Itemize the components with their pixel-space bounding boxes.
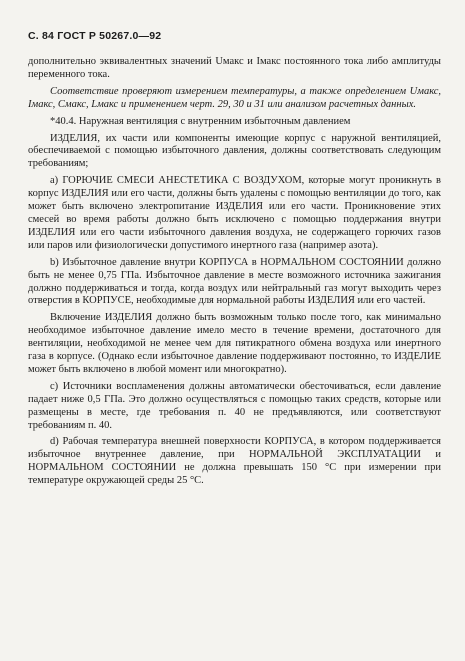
page-header: С. 84 ГОСТ Р 50267.0—92 [28, 30, 162, 42]
document-body [28, 56, 441, 488]
paragraph-switch-on: Включение ИЗДЕЛИЯ должно быть возможным только после того, как минимально необходимое избыточное давление имело место в течение времени, достаточного для вентиляции, необходимой не менее чем для пятикратного обмена воздуха или инертного газа в корпусе. (Однако если избыточное давление поддерживают постоянно, то ИЗДЕЛИЕ может быть включено в любой момент или многократно). [28, 312, 441, 375]
paragraph-clause-40-4-intro: ИЗДЕЛИЯ, их части или компоненты имеющие корпус с наружной вентиляцией, обеспечиваемой с помощью избыточного давления, должны соответствовать следующим требованиям; [28, 132, 441, 170]
paragraph-compliance-check: Соответствие проверяют измерением температуры, а также определением Uмакс, Iмакс, Cмакс, Lмакс и применением черт. 29, 30 и 31 или анализом расчетных данных. [28, 85, 441, 110]
paragraph-clause-40-4-title: *40.4. Наружная вентиляция с внутренним избыточным давлением [50, 115, 351, 127]
paragraph-item-c: с) Источники воспламенения должны автоматически обесточиваться, если давление падает ниже 0,5 ГПа. Это должно осуществляться с помощью таких средств, которые или размещены в месте, где требования п. 40 не предъявляются, или соответствуют требованиям п. 40. [28, 380, 441, 431]
paragraph-continuation: дополнительно эквивалентных значений Uмакс и Iмакс постоянного тока либо амплитуды переменного тока. [28, 56, 441, 80]
paragraph-item-d: d) Рабочая температура внешней поверхности КОРПУСА, в котором поддерживается избыточное внутреннее давление, при НОРМАЛЬНОЙ ЭКСПЛУАТАЦИИ и НОРМАЛЬНОМ СОСТОЯНИИ не должна превышать 150 °С при измерении при температуре окружающей среды 25 °С. [28, 436, 441, 487]
paragraph-item-b: b) Избыточное давление внутри КОРПУСА в НОРМАЛЬНОМ СОСТОЯНИИ должно быть не менее 0,75 ГПа. Избыточное давление в месте возможного источника зажигания должно поддерживаться и тогда, когда воздух или нейтральный газ могут выходить через отверстия в КОРПУСЕ, необходимые для нормальной работы ИЗДЕЛИЯ или его частей. [28, 256, 441, 307]
paragraph-item-a: а) ГОРЮЧИЕ СМЕСИ АНЕСТЕТИКА С ВОЗДУХОМ, которые могут проникнуть в корпус ИЗДЕЛИЯ или его части, должны быть удалены с помощью вентиляции до того, как может быть включено электропитание ИЗДЕЛИЯ или его части. Проникновение этих смесей во время работы должно быть исключено с помощью поддержания внутри ИЗДЕЛИЯ или его части избыточного давления воздуха, не содержащего горючих газов или паров или физиологически допустимого инертного газа (например азота). [28, 175, 441, 251]
